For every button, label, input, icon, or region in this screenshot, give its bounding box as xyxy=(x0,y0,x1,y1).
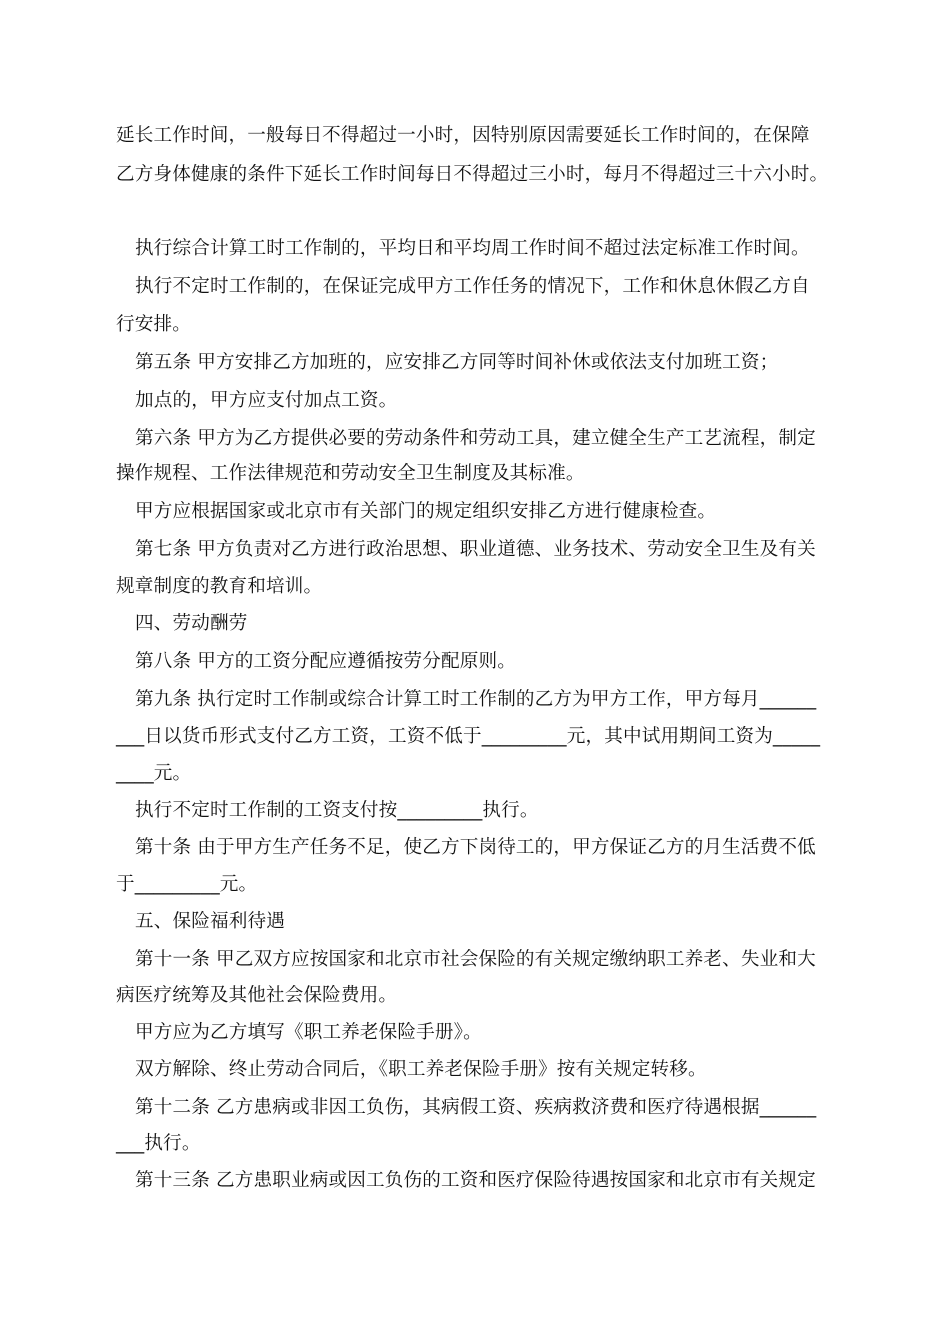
text-line: 甲方应根据国家或北京市有关部门的规定组织安排乙方进行健康检查。 xyxy=(135,501,717,522)
text-line: 执行不定时工作制的工资支付按_________执行。 xyxy=(135,800,539,821)
article-8: 第八条 甲方的工资分配应遵循按劳分配原则。 xyxy=(135,651,516,672)
article-10: 第十条 由于甲方生产任务不足，使乙方下岗待工的，甲方保证乙方的月生活费不低 xyxy=(135,837,816,858)
text-line: 执行综合计算工时工作制的，平均日和平均周工作时间不超过法定标准工作时间。 xyxy=(135,238,810,259)
article-9: 第九条 执行定时工作制或综合计算工时工作制的乙方为甲方工作，甲方每月______ xyxy=(135,689,817,710)
article-7: 第七条 甲方负责对乙方进行政治思想、职业道德、业务技术、劳动安全卫生及有关 xyxy=(135,539,816,560)
section-heading: 四、劳动酬劳 xyxy=(135,613,248,634)
text-line: 病医疗统筹及其他社会保险费用。 xyxy=(116,985,398,1006)
text-line: 于_________元。 xyxy=(116,874,258,895)
article-13: 第十三条 乙方患职业病或因工负伤的工资和医疗保险待遇按国家和北京市有关规定 xyxy=(135,1170,816,1191)
article-12: 第十二条 乙方患病或非因工负伤，其病假工资、疾病救济费和医疗待遇根据______ xyxy=(135,1097,817,1118)
article-11: 第十一条 甲乙双方应按国家和北京市社会保险的有关规定缴纳职工养老、失业和大 xyxy=(135,949,816,970)
section-heading: 五、保险福利待遇 xyxy=(135,911,285,932)
text-line: 操作规程、工作法律规范和劳动安全卫生制度及其标准。 xyxy=(116,463,585,484)
article-5: 第五条 甲方安排乙方加班的，应安排乙方同等时间补休或依法支付加班工资； xyxy=(135,352,779,373)
text-line: ___执行。 xyxy=(116,1133,201,1154)
text-line: ___日以货币形式支付乙方工资，工资不低于_________元，其中试用期间工资为_____ xyxy=(116,726,821,747)
text-line: ____元。 xyxy=(116,763,192,784)
text-line: 甲方应为乙方填写《职工养老保险手册》。 xyxy=(135,1022,482,1043)
article-6: 第六条 甲方为乙方提供必要的劳动条件和劳动工具，建立健全生产工艺流程，制定 xyxy=(135,428,816,449)
text-line: 规章制度的教育和培训。 xyxy=(116,576,323,597)
text-line: 加点的，甲方应支付加点工资。 xyxy=(135,390,398,411)
text-line: 执行不定时工作制的，在保证完成甲方工作任务的情况下，工作和休息休假乙方自 xyxy=(135,276,810,297)
text-line: 延长工作时间，一般每日不得超过一小时，因特别原因需要延长工作时间的，在保障 xyxy=(116,125,810,146)
text-line: 双方解除、终止劳动合同后，《职工养老保险手册》按有关规定转移。 xyxy=(135,1059,707,1080)
text-line: 乙方身体健康的条件下延长工作时间每日不得超过三小时，每月不得超过三十六小时。 xyxy=(116,164,829,185)
text-line: 行安排。 xyxy=(116,314,191,335)
